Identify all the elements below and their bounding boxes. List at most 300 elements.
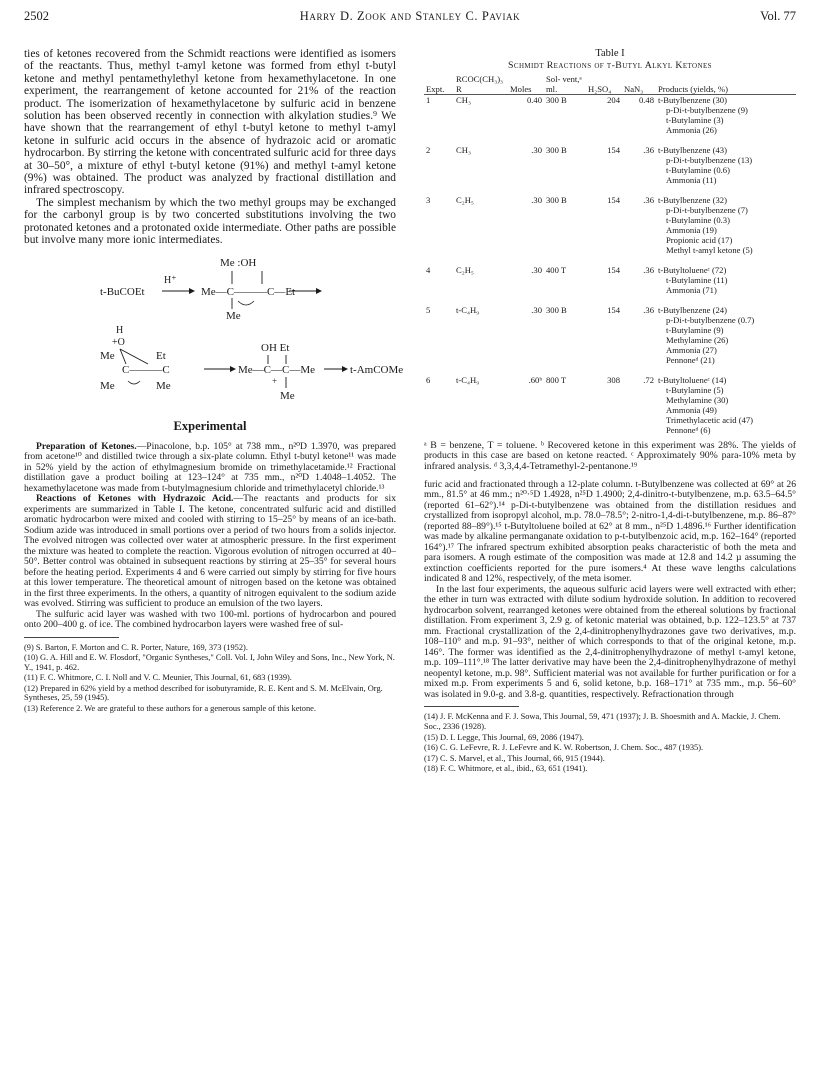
table-cell-nan3	[622, 165, 656, 175]
footnote: (18) F. C. Whitmore, et al., ibid., 63, 651 (1941).	[424, 764, 588, 774]
table-cell-moles	[508, 395, 544, 405]
paragraph-body: —The reactants and products for six experiments are summarized in Table I. The ketone, concentrated sulfuric acid and distilled aromatic hydrocarbon were mixed and cooled with stirring to 15–25° by means of an ice-bath. Sodium azide was introduced in small portions over a period of two hours from a solids injector. The evolved nitrogen was collected over water at atmospheric pressure. In the first experiment the mixture was heated to complete the reaction. Vigorous evolution of nitrogen occurred at 40–50°. Better control was obtained in subsequent reactions by stirring at 25–35° for several hours before the heating period. Experiments 4 and 6 were carried out simply by stirring for five hours at this lower temperature. The theoretical amount of nitrogen based on the ketone was obtained in the first three experiments. In the others, a quantity of nitrogen equivalent to the sodium azide was evolved. Stirring was sufficient to produce an emulsion of the two layers.	[24, 493, 396, 609]
table-cell-expt	[424, 325, 454, 335]
table-cell-r	[454, 405, 508, 415]
table-cell-h2so4	[586, 225, 622, 235]
table-cell-product: Methyl t-amyl ketone (5)	[666, 245, 753, 255]
table-cell-moles: .60ᵇ	[528, 375, 542, 385]
arrowhead	[342, 366, 348, 372]
table-cell-r: CH₃	[456, 95, 471, 105]
table-cell-nan3	[622, 175, 656, 185]
table-cell-h2so4	[586, 165, 622, 175]
table-cell-moles	[508, 235, 544, 245]
arrowhead	[189, 288, 195, 294]
table-cell-expt: 4	[426, 265, 431, 275]
table-cell-r	[454, 125, 508, 135]
table-cell-nan3: .72	[643, 375, 654, 385]
table-cell-sol	[544, 415, 586, 425]
table-cell-product: p-Di-t-butylbenzene (7)	[666, 205, 748, 215]
table-cell-moles	[508, 315, 544, 325]
table-cell-nan3: .36	[643, 145, 654, 155]
volume-number: Vol. 77	[760, 9, 796, 23]
table-cell-expt	[424, 345, 454, 355]
table-cell-sol	[544, 425, 586, 435]
table-cell-r	[454, 115, 508, 125]
table-cell-nan3	[622, 275, 656, 285]
table-cell-expt	[424, 175, 454, 185]
table-cell-expt: 2	[426, 145, 431, 155]
table-cell-r	[454, 385, 508, 395]
table-cell-product: p-Di-t-butylbenzene (9)	[666, 105, 748, 115]
table-row	[424, 205, 796, 215]
table-cell-sol	[544, 395, 586, 405]
table-cell-expt	[424, 415, 454, 425]
column-header: H₂SO₄	[586, 74, 622, 95]
scheme-label: C———C	[122, 363, 170, 376]
table-cell-product: Methylamine (26)	[666, 335, 729, 345]
table-cell-sol	[544, 215, 586, 225]
table-row	[424, 105, 796, 115]
table-cell-h2so4: 204	[607, 95, 620, 105]
table-cell-moles	[508, 385, 544, 395]
table-cell-h2so4	[586, 125, 622, 135]
table-row	[424, 295, 796, 315]
table-cell-moles: .30	[531, 195, 542, 205]
footnote-rule	[24, 637, 119, 638]
column-header: Sol- vent,ᵃ ml.	[544, 74, 586, 95]
table-cell-expt: 3	[426, 195, 431, 205]
footnote: (15) D. I. Legge, This Journal, 69, 2086 (1947).	[424, 732, 584, 742]
table-cell-product: t-Butylamine (11)	[666, 275, 728, 285]
scheme-label: Me—C———C—Et	[201, 285, 296, 298]
table-row	[424, 185, 796, 205]
table-cell-sol	[544, 125, 586, 135]
table-cell-moles	[508, 415, 544, 425]
table-cell-expt	[424, 115, 454, 125]
table-cell-h2so4: 308	[607, 375, 620, 385]
table-cell-h2so4	[586, 405, 622, 415]
table-cell-nan3	[622, 325, 656, 335]
table-cell-product: t-Butylbenzene (30)	[658, 95, 727, 105]
table-row	[424, 415, 796, 425]
table-cell-nan3	[622, 385, 656, 395]
table-cell-expt	[424, 395, 454, 405]
table-cell-r: C₂H₅	[456, 265, 474, 275]
table-cell-h2so4: 154	[607, 145, 620, 155]
table-cell-expt	[424, 425, 454, 435]
table-cell-r	[454, 335, 508, 345]
table-cell-expt	[424, 405, 454, 415]
section-heading: Experimental	[173, 418, 247, 433]
column-header: NaN₃	[622, 74, 656, 95]
table-cell-sol	[544, 285, 586, 295]
table-cell-h2so4	[586, 285, 622, 295]
paragraph-run-in-head: Preparation of Ketones.	[36, 440, 137, 452]
table-row	[424, 405, 796, 415]
table-cell-h2so4	[586, 155, 622, 165]
table-cell-h2so4	[586, 105, 622, 115]
table-cell-sol	[544, 205, 586, 215]
table-cell-moles	[508, 285, 544, 295]
table-cell-expt	[424, 285, 454, 295]
table-cell-sol	[544, 315, 586, 325]
table-cell-moles: 0.40	[526, 95, 542, 105]
bond	[120, 349, 148, 364]
table-cell-moles	[508, 115, 544, 125]
table-cell-h2so4	[586, 425, 622, 435]
table-cell-nan3	[622, 215, 656, 225]
table-cell-sol	[544, 345, 586, 355]
table-row	[424, 125, 796, 135]
table-cell-r	[454, 165, 508, 175]
table-cell-expt: 1	[426, 95, 431, 105]
table-row	[424, 425, 796, 435]
electron-arrow	[128, 381, 140, 384]
table-cell-product: Ammonia (11)	[666, 175, 717, 185]
table-cell-r: t-C₄H₉	[456, 375, 480, 385]
table-cell-r	[454, 325, 508, 335]
table-cell-sol	[544, 105, 586, 115]
table-cell-product: t-Butylamine (9)	[666, 325, 724, 335]
table-row	[424, 355, 796, 365]
table-cell-r	[454, 425, 508, 435]
table-cell-h2so4	[586, 325, 622, 335]
table-row	[424, 345, 796, 355]
table-row	[424, 245, 796, 255]
table-cell-nan3	[622, 345, 656, 355]
table-cell-product: t-Butyltolueneᶜ (72)	[658, 265, 727, 275]
table-cell-product: t-Butylamine (5)	[666, 385, 724, 395]
column-header: RCOC(CH₃)₃ R	[454, 74, 508, 95]
table-cell-h2so4	[586, 415, 622, 425]
table-cell-h2so4	[586, 275, 622, 285]
table-row	[424, 365, 796, 385]
table-cell-nan3	[622, 235, 656, 245]
table-row	[424, 325, 796, 335]
paragraph: The sulfuric acid layer was washed with two 100-ml. portions of hydrocarbon and poured onto 200–400 g. of ice. The combined hydrocarbon layers were washed free of sul-	[24, 608, 396, 630]
table-cell-sol	[544, 385, 586, 395]
table-cell-product: Pennoneᵈ (21)	[666, 355, 715, 365]
paragraph	[24, 442, 396, 495]
scheme-label: Me	[226, 309, 241, 322]
footnote: (16) C. G. LeFevre, R. J. LeFevre and K. W. Robertson, J. Chem. Soc., 487 (1935).	[424, 743, 704, 753]
table-cell-expt	[424, 205, 454, 215]
table-row	[424, 115, 796, 125]
table-cell-nan3	[622, 315, 656, 325]
table-cell-r	[454, 285, 508, 295]
table-cell-sol	[544, 155, 586, 165]
table-row	[424, 275, 796, 285]
table-cell-r	[454, 215, 508, 225]
table-cell-r	[454, 275, 508, 285]
table-cell-moles	[508, 225, 544, 235]
table-cell-nan3	[622, 405, 656, 415]
table-cell-moles	[508, 275, 544, 285]
table-cell-nan3	[622, 105, 656, 115]
table-cell-moles	[508, 355, 544, 365]
paragraph: The simplest mechanism by which the two methyl groups may be exchanged for the carbonyl group is by two concerted substitutions involving the two protonated ketones and a protonated oxide intermediate. Other paths are possible but involve many more ionic intermediates.	[24, 196, 396, 247]
scheme-label: Me	[156, 379, 171, 392]
table-cell-product: Methylamine (30)	[666, 395, 729, 405]
paragraph: ties of ketones recovered from the Schmidt reactions were identified as isomers of the reactants. Thus, methyl t-amyl ketone was formed from ethyl t-butyl ketone and methyl pentamethylethyl ketone from hexamethylacetone. In one experiment, the rearrangement of ketone accounted for 21% of the reaction product. The isomerization of hexamethylacetone by sulfuric acid in benzene solution has been observed recently in connection with alkylation studies.⁹ We have shown that the rearrangement of ethyl t-butyl ketone to methyl t-amyl ketone in sulfuric acid occurs in the absence of hydrazoic acid or aromatic hydrocarbon. By stirring the ketone with concentrated sulfuric acid for three days at 30–50°, a mixture of ethyl t-butyl ketone (91%) and methyl t-amyl ketone (9%) was obtained. The product was analyzed by fractional distillation and infrared spectroscopy.	[24, 48, 396, 197]
table-cell-r	[454, 225, 508, 235]
scheme-label: OH Et	[261, 341, 290, 354]
table-cell-product: t-Butylbenzene (43)	[658, 145, 727, 155]
table-row	[424, 285, 796, 295]
table-row	[424, 175, 796, 185]
table-cell-sol	[544, 175, 586, 185]
column-header: Expt.	[424, 74, 454, 95]
scheme-label: t-BuCOEt	[100, 285, 145, 298]
table-cell-sol	[544, 165, 586, 175]
table-cell-product: Ammonia (71)	[666, 285, 717, 295]
arrowhead	[230, 366, 236, 372]
scheme-label: Me—C—C—Me	[238, 363, 315, 376]
table-cell-moles	[508, 335, 544, 345]
table-cell-product: Ammonia (27)	[666, 345, 717, 355]
table-cell-expt	[424, 155, 454, 165]
table-cell-moles	[508, 325, 544, 335]
running-authors: Harry D. Zook and Stanley C. Paviak	[299, 9, 521, 23]
table-cell-nan3: .36	[643, 265, 654, 275]
table-cell-expt	[424, 225, 454, 235]
table-cell-expt	[424, 385, 454, 395]
table-cell-h2so4	[586, 175, 622, 185]
table-row	[424, 385, 796, 395]
table-cell-product: t-Butyltolueneᶜ (14)	[658, 375, 727, 385]
table-cell-r	[454, 415, 508, 425]
mechanism-diagram	[24, 253, 404, 413]
table-cell-product: t-Butylamine (3)	[666, 115, 724, 125]
table-cell-product: p-Di-t-butylbenzene (13)	[666, 155, 753, 165]
footnote: (11) F. C. Whitmore, C. I. Noll and V. C. Meunier, This Journal, 61, 683 (1939).	[24, 673, 292, 683]
table-cell-product: t-Butylamine (0.3)	[666, 215, 730, 225]
footnotes	[424, 712, 796, 774]
table-row	[424, 215, 796, 225]
table-title: Schmidt Reactions of t-Butyl Alkyl Ketones	[508, 60, 712, 71]
table-cell-h2so4: 154	[607, 195, 620, 205]
table-row	[424, 315, 796, 325]
footnote: (12) Prepared in 62% yield by a method described for isobutyramide, R. E. Kent and S. M. McElvain, Org. Syntheses, 25, 59 (1945).	[24, 683, 383, 703]
table-row	[424, 235, 796, 245]
table-cell-nan3: 0.48	[638, 95, 654, 105]
table-cell-expt	[424, 335, 454, 345]
table-row	[424, 155, 796, 165]
schmidt-reactions-table	[424, 74, 796, 435]
table-cell-product: Pennoneᵈ (6)	[666, 425, 711, 435]
table-cell-moles	[508, 175, 544, 185]
table-cell-expt	[424, 315, 454, 325]
table-cell-expt	[424, 245, 454, 255]
paragraph: furic acid and fractionated through a 12-plate column. t-Butylbenzene was collected at 69° at 26 mm., 81.5° at 46 mm.; n²⁰·⁵D 1.4928, n²⁵D 1.4900; 2,4-dinitro-t-butylbenzene, m.p. 63.5–64.5° (reported 61–62°).¹⁴ p-Di-t-butylbenzene was obtained from the distillation residues and crystallized from isopropyl alcohol, m.p. 78.0–78.5°; 2-nitro-1,4-di-t-butylbenzene, m.p. 86–87° (reported 88–89°).¹⁵ t-Butyltoluene boiled at 62° at 8 mm., n²⁵D 1.4896.¹⁶ Further identification was made by alkaline permanganate oxidation to p-t-butylbenzoic acid, m.p. 162–164° (reported 164°).¹⁷ The infrared spectrum exhibited absorption peaks characteristic of both the meta and para isomers. A rough estimate of the composition was made at 12.8 and 14.2 µ assuming the extinction coefficients reported for the pure isomers.⁴ At these wave lengths calculations indicated 8 and 12%, respectively, of the meta isomer.	[424, 478, 796, 585]
table-cell-r	[454, 395, 508, 405]
table-cell-h2so4: 154	[607, 265, 620, 275]
table-cell-nan3: .36	[643, 195, 654, 205]
table-cell-sol: 300 B	[546, 305, 567, 315]
table-cell-sol	[544, 225, 586, 235]
table-cell-expt	[424, 125, 454, 135]
table-cell-sol	[544, 405, 586, 415]
table-cell-sol	[544, 245, 586, 255]
table-cell-moles	[508, 405, 544, 415]
table-cell-h2so4	[586, 355, 622, 365]
table-cell-h2so4: 154	[607, 305, 620, 315]
table-caption: Table I	[595, 48, 625, 59]
table-cell-expt: 6	[426, 375, 431, 385]
scheme-label: Me	[100, 349, 115, 362]
column-header: Moles	[508, 74, 544, 95]
table-cell-h2so4	[586, 205, 622, 215]
table-cell-expt	[424, 355, 454, 365]
table-cell-product: t-Butylamine (0.6)	[666, 165, 730, 175]
table-cell-nan3: .36	[643, 305, 654, 315]
footnote: (13) Reference 2. We are grateful to these authors for a generous sample of this ketone.	[24, 704, 316, 714]
table-cell-sol: 800 T	[546, 375, 567, 385]
table-cell-h2so4	[586, 245, 622, 255]
footnotes	[24, 643, 396, 714]
table-body	[424, 95, 796, 436]
scheme-label: +O	[112, 336, 125, 348]
table-cell-h2so4	[586, 335, 622, 345]
table-cell-sol	[544, 115, 586, 125]
paragraph-body: —Pinacolone, b.p. 105° at 738 mm., n²⁰D 1.3970, was prepared from acetone¹⁰ and distilled twice through a six-plate column. Ethyl t-butyl ketone¹¹ was made in 52% yield by the action of ethylmagnesium bromide on trimethylacetamide.¹² Fractional distillation gave a product boiling at 123–124° at 735 mm., n²⁰D 1.4048–1.4052. The hexamethylacetone was made from t-butylmagnesium chloride and trimethylacetyl chloride.¹³	[24, 440, 396, 494]
scheme-label: Et	[156, 349, 166, 362]
table-cell-sol	[544, 325, 586, 335]
table-row	[424, 335, 796, 345]
scheme-label: H	[116, 324, 124, 336]
table-cell-moles	[508, 245, 544, 255]
table-cell-sol: 300 B	[546, 145, 567, 155]
table-cell-nan3	[622, 335, 656, 345]
table-cell-r	[454, 315, 508, 325]
table-cell-nan3	[622, 115, 656, 125]
table-cell-r	[454, 345, 508, 355]
table-cell-product: Ammonia (26)	[666, 125, 717, 135]
table-cell-moles	[508, 165, 544, 175]
table-cell-moles	[508, 105, 544, 115]
table-cell-r	[454, 155, 508, 165]
scheme-label: H⁺	[164, 274, 177, 286]
column-header: Products (yields, %)	[656, 74, 796, 95]
table-cell-r: t-C₄H₉	[456, 305, 480, 315]
table-row	[424, 225, 796, 235]
footnote: (14) J. F. McKenna and F. J. Sowa, This Journal, 59, 471 (1937); J. B. Shoesmith and A. Mackie, J. Chem. Soc., 2336 (1928).	[424, 712, 781, 731]
table-cell-h2so4	[586, 345, 622, 355]
table-cell-expt	[424, 105, 454, 115]
scheme-label: Me :OH	[220, 256, 257, 269]
table-cell-r	[454, 205, 508, 215]
table-cell-sol	[544, 355, 586, 365]
table-cell-product: Trimethylacetic acid (47)	[666, 415, 754, 425]
table-cell-h2so4	[586, 395, 622, 405]
reaction-scheme	[24, 253, 404, 413]
table-cell-r	[454, 235, 508, 245]
footnote: (17) C. S. Marvel, et al., This Journal, 66, 915 (1944).	[424, 753, 605, 763]
electron-arrow	[238, 301, 254, 305]
arrowhead	[316, 288, 322, 294]
table-cell-nan3	[622, 285, 656, 295]
scheme-label: Me	[280, 389, 295, 402]
table-cell-moles	[508, 215, 544, 225]
table-cell-nan3	[622, 225, 656, 235]
table-cell-nan3	[622, 425, 656, 435]
table-cell-expt	[424, 165, 454, 175]
table-cell-nan3	[622, 155, 656, 165]
table-cell-sol: 400 T	[546, 265, 567, 275]
table-cell-moles	[508, 425, 544, 435]
table-cell-r: CH₃	[456, 145, 471, 155]
table-cell-expt: 5	[426, 305, 431, 315]
footnote: (9) S. Barton, F. Morton and C. R. Porter, Nature, 169, 373 (1952).	[24, 642, 248, 652]
scheme-label: Me	[100, 379, 115, 392]
table-cell-nan3	[622, 395, 656, 405]
table-header-row	[424, 74, 796, 95]
table-cell-product: Ammonia (19)	[666, 225, 717, 235]
table-cell-sol	[544, 335, 586, 345]
table-row	[424, 95, 796, 106]
paragraph-run-in-head: Reactions of Ketones with Hydrazoic Acid.	[36, 493, 234, 504]
table-cell-product: Propionic acid (17)	[666, 235, 733, 245]
table-cell-moles	[508, 205, 544, 215]
table-cell-h2so4	[586, 115, 622, 125]
table-cell-r	[454, 105, 508, 115]
table-cell-r	[454, 355, 508, 365]
table-cell-product: t-Butylbenzene (32)	[658, 195, 727, 205]
table-cell-moles: .30	[531, 265, 542, 275]
paragraph: In the last four experiments, the aqueous sulfuric acid layers were well extracted with ether; the ether in turn was extracted with dilute sodium hydroxide solution. In addition to recovered hydrocarbon solvent, rearranged ketones were obtained from the ethereal solutions by fractional distillation. From experiment 3, 2.9 g. of ketonic material was obtained, b.p. 122–123.5° at 737 mm. Fractional crystallization of the 2,4-dinitrophenylhydrazones gave two derivatives, m.p. 108–110° and m.p. 91–93°, neither of which corresponds to that of the original ketone, m.p. 146°. The former was identified as the 2,4-dinitrophenylhydrazone of methyl t-amyl ketone, m.p. 109–111°.¹⁸ The latter derivative may have been the 2,4-dinitrophenylhydrazone of methyl neopentyl ketone, m.p. 98°. Sufficient material was not available for further purification or for a mixed m.p. From experiments 5 and 6, solid ketone, b.p. 168–171° at 735 mm., m.p. 56–60° was isolated in 9.0-g. and 3.8-g. quantities, respectively. Refractionation through	[424, 583, 796, 700]
footnote-rule	[424, 706, 519, 707]
table-cell-moles	[508, 345, 544, 355]
table-cell-nan3	[622, 245, 656, 255]
table-cell-h2so4	[586, 385, 622, 395]
table-cell-expt	[424, 275, 454, 285]
table-cell-nan3	[622, 415, 656, 425]
table-cell-moles	[508, 155, 544, 165]
table-row	[424, 165, 796, 175]
table-cell-sol	[544, 275, 586, 285]
table-cell-expt	[424, 235, 454, 245]
paragraph	[24, 494, 396, 610]
table-cell-h2so4	[586, 215, 622, 225]
table-cell-r: C₂H₅	[456, 195, 474, 205]
table-cell-r	[454, 245, 508, 255]
table-cell-sol	[544, 235, 586, 245]
table-cell-expt	[424, 215, 454, 225]
table-cell-product: p-Di-t-butylbenzene (0.7)	[666, 315, 755, 325]
table-cell-moles	[508, 125, 544, 135]
table-row	[424, 255, 796, 275]
table-footnote: ᵃ B = benzene, T = toluene. ᵇ Recovered ketone in this experiment was 28%. The yields of products in this case are based on ketone reacted. ᶜ Approximately 90% para-10% meta by infrared analysis. ᵈ 3,3,4,4-Tetramethyl-2-pentanone.¹⁹	[424, 440, 796, 472]
table-cell-r	[454, 175, 508, 185]
right-column	[424, 48, 796, 775]
table-cell-nan3	[622, 125, 656, 135]
page-number: 2502	[24, 9, 49, 23]
table-cell-moles: .30	[531, 305, 542, 315]
table-row	[424, 135, 796, 155]
footnote: (10) G. A. Hill and E. W. Flosdorf, "Organic Syntheses," Coll. Vol. I, John Wiley and Sons, Inc., New York, N. Y., 1941, p. 462.	[24, 653, 395, 672]
scheme-label: +	[272, 375, 278, 386]
table-cell-sol: 300 B	[546, 195, 567, 205]
running-header	[24, 9, 796, 27]
table-cell-h2so4	[586, 315, 622, 325]
table-cell-nan3	[622, 205, 656, 215]
table-row	[424, 395, 796, 405]
table-cell-product: Ammonia (49)	[666, 405, 717, 415]
table-cell-sol: 300 B	[546, 95, 567, 105]
table-cell-h2so4	[586, 235, 622, 245]
left-column	[24, 48, 404, 715]
scheme-label: t-AmCOMe	[350, 363, 404, 376]
